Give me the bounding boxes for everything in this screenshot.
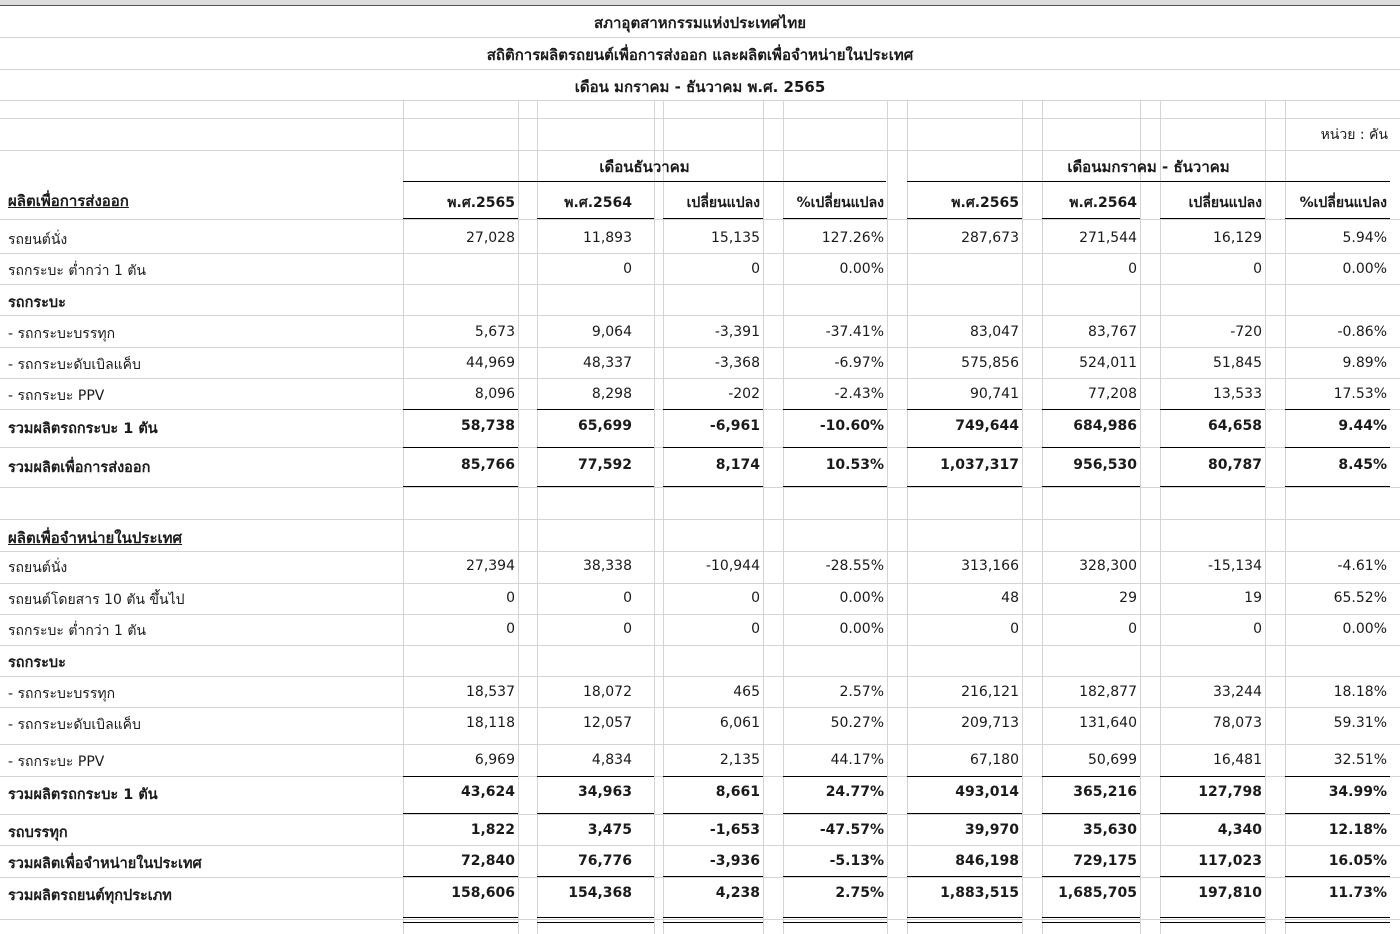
cell-border [537, 776, 654, 777]
table-cell: -6.97% [834, 355, 884, 371]
column-header: พ.ศ.2565 [951, 195, 1019, 211]
table-cell: 18,072 [583, 684, 632, 700]
table-cell: 956,530 [1073, 457, 1137, 473]
table-cell: 13,533 [1213, 386, 1262, 402]
table-cell: 197,810 [1198, 885, 1262, 901]
table-cell: 18,118 [466, 715, 515, 731]
cell-border [537, 447, 654, 448]
cell-border [537, 876, 654, 877]
cell-border [907, 447, 1022, 448]
table-cell: 0 [1253, 261, 1262, 277]
table-cell: -2.43% [834, 386, 884, 402]
cell-border [907, 486, 1022, 487]
cell-border [907, 776, 1022, 777]
cell-border [537, 813, 654, 814]
cell-border [1285, 876, 1390, 877]
column-header: พ.ศ.2565 [447, 195, 515, 211]
cell-border [783, 813, 887, 814]
table-cell: -15,134 [1207, 558, 1262, 574]
table-cell: 158,606 [451, 885, 515, 901]
table-cell: 131,640 [1079, 715, 1137, 731]
table-cell: -37.41% [825, 324, 884, 340]
table-cell: -202 [728, 386, 760, 402]
table-cell: 10.53% [825, 457, 884, 473]
cell-border [1042, 218, 1140, 219]
section-title-export: ผลิตเพื่อการส่งออก [8, 192, 129, 210]
group-header-ytd: เดือนมกราคม - ธันวาคม [1067, 158, 1230, 176]
table-row [0, 878, 1400, 909]
table-cell: 0 [751, 261, 760, 277]
cell-border [403, 218, 518, 219]
table-cell: 17.53% [1333, 386, 1387, 402]
group-header-month: เดือนธันวาคม [599, 158, 690, 176]
table-cell: 0 [623, 621, 632, 637]
table-cell: 9.89% [1342, 355, 1387, 371]
cell-border [907, 218, 1022, 219]
table-cell: 0 [506, 590, 515, 606]
row-gridline [0, 487, 1400, 488]
table-cell: 16.05% [1328, 853, 1387, 869]
table-cell: 50,699 [1088, 752, 1137, 768]
double-border [907, 917, 1022, 923]
cell-border [783, 876, 887, 877]
row-gridline [0, 69, 1400, 70]
table-cell: 0 [623, 590, 632, 606]
cell-border [663, 409, 763, 410]
column-header: %เปลี่ยนแปลง [796, 195, 884, 211]
table-row [0, 708, 1400, 739]
table-cell: 0 [1128, 621, 1137, 637]
table-row [0, 348, 1400, 379]
table-cell: 0.00% [839, 590, 884, 606]
table-cell: 29 [1119, 590, 1137, 606]
table-cell: 67,180 [970, 752, 1019, 768]
table-cell: 48 [1001, 590, 1019, 606]
table-cell: 2.57% [839, 684, 884, 700]
table-cell: 4,238 [715, 885, 760, 901]
row-label: รวมผลิตเพื่อการส่งออก [8, 460, 151, 476]
table-cell: -0.86% [1337, 324, 1387, 340]
double-border [663, 917, 763, 923]
table-cell: 127,798 [1198, 784, 1262, 800]
table-cell: -5.13% [829, 853, 884, 869]
table-cell: 0 [506, 621, 515, 637]
table-cell: 9.44% [1338, 418, 1387, 434]
column-header: เปลี่ยนแปลง [686, 195, 760, 211]
table-cell: -3,936 [709, 853, 760, 869]
double-border [1160, 917, 1265, 923]
table-cell: 51,845 [1213, 355, 1262, 371]
table-cell: 76,776 [577, 853, 632, 869]
cell-border [1042, 876, 1140, 877]
table-row [0, 223, 1400, 254]
row-label: รวมผลิตรถกระบะ 1 ตัน [8, 421, 158, 437]
table-cell: 0 [1010, 621, 1019, 637]
row-label: รถบรรทุก [8, 825, 68, 841]
table-cell: 16,481 [1213, 752, 1262, 768]
table-cell: -3,391 [714, 324, 760, 340]
table-cell: 117,023 [1198, 853, 1262, 869]
table-cell: 0 [1128, 261, 1137, 277]
table-cell: 85,766 [460, 457, 515, 473]
cell-border [403, 776, 518, 777]
table-cell: -6,961 [709, 418, 760, 434]
cell-border [1160, 486, 1265, 487]
table-cell: 19 [1244, 590, 1262, 606]
table-cell: 749,644 [955, 418, 1019, 434]
table-cell: 8,174 [715, 457, 760, 473]
table-row [0, 317, 1400, 348]
unit-label: หน่วย : คัน [1320, 127, 1388, 143]
cell-border [1042, 409, 1140, 410]
cell-border [663, 218, 763, 219]
cell-border [783, 776, 887, 777]
cell-border [403, 813, 518, 814]
table-cell: 365,216 [1073, 784, 1137, 800]
row-gridline [0, 118, 1400, 119]
table-cell: 59.31% [1333, 715, 1387, 731]
org-title: สภาอุตสาหกรรมแห่งประเทศไทย [593, 14, 807, 32]
table-cell: 5,673 [474, 324, 515, 340]
table-row [0, 645, 1400, 676]
table-cell: 287,673 [961, 230, 1019, 246]
cell-border [1285, 776, 1390, 777]
table-cell: 154,368 [568, 885, 632, 901]
double-border [403, 917, 518, 923]
table-cell: 328,300 [1079, 558, 1137, 574]
table-cell: 90,741 [970, 386, 1019, 402]
table-cell: 12,057 [583, 715, 632, 731]
cell-border [1042, 813, 1140, 814]
cell-border [1285, 218, 1390, 219]
row-gridline [0, 150, 1400, 151]
table-cell: 83,767 [1088, 324, 1137, 340]
table-cell: 0 [1253, 621, 1262, 637]
table-cell: 11.73% [1328, 885, 1387, 901]
row-label: - รถกระบะดับเบิลแค็บ [8, 357, 141, 373]
cell-border [1160, 876, 1265, 877]
table-cell: 0 [751, 621, 760, 637]
cell-border [907, 876, 1022, 877]
table-cell: 9,064 [591, 324, 632, 340]
table-row [0, 583, 1400, 614]
cell-border [663, 776, 763, 777]
row-label: - รถกระบะ PPV [8, 388, 105, 404]
table-cell: 39,970 [964, 822, 1019, 838]
table-cell: 0 [751, 590, 760, 606]
table-row [0, 551, 1400, 582]
row-label: - รถกระบะบรรทุก [8, 326, 116, 342]
table-cell: 27,028 [466, 230, 515, 246]
table-cell: 80,787 [1207, 457, 1262, 473]
table-cell: 0.00% [1342, 621, 1387, 637]
table-cell: 43,624 [460, 784, 515, 800]
row-label: รถยนต์โดยสาร 10 ตัน ขึ้นไป [8, 592, 185, 608]
table-cell: 684,986 [1073, 418, 1137, 434]
table-cell: 24.77% [825, 784, 884, 800]
table-cell: 65.52% [1333, 590, 1387, 606]
table-cell: 8,298 [591, 386, 632, 402]
table-cell: 493,014 [955, 784, 1019, 800]
table-cell: -720 [1230, 324, 1262, 340]
table-cell: 8,661 [715, 784, 760, 800]
table-cell: 1,883,515 [940, 885, 1019, 901]
double-border [537, 917, 654, 923]
cell-border [907, 409, 1022, 410]
table-cell: 846,198 [955, 853, 1019, 869]
table-cell: 33,244 [1213, 684, 1262, 700]
table-row [0, 815, 1400, 846]
cell-border [403, 447, 518, 448]
table-cell: 127.26% [821, 230, 884, 246]
cell-border [1285, 447, 1390, 448]
table-cell: 72,840 [460, 853, 515, 869]
table-cell: 1,822 [470, 822, 515, 838]
cell-border [663, 876, 763, 877]
row-label: รถกระบะ [8, 295, 66, 311]
table-cell: 8,096 [474, 386, 515, 402]
row-gridline [0, 37, 1400, 38]
table-cell: 5.94% [1342, 230, 1387, 246]
table-cell: 64,658 [1207, 418, 1262, 434]
table-cell: -10,944 [705, 558, 760, 574]
table-cell: 0.00% [839, 261, 884, 277]
table-row [0, 450, 1400, 481]
cell-border [907, 813, 1022, 814]
cell-border [537, 218, 654, 219]
table-cell: 216,121 [961, 684, 1019, 700]
row-gridline [0, 100, 1400, 101]
cell-border [1042, 486, 1140, 487]
table-cell: 34,963 [577, 784, 632, 800]
table-cell: 4,340 [1217, 822, 1262, 838]
cell-border [1285, 409, 1390, 410]
table-cell: 12.18% [1328, 822, 1387, 838]
table-cell: -10.60% [819, 418, 884, 434]
table-cell: 1,685,705 [1058, 885, 1137, 901]
table-cell: -4.61% [1337, 558, 1387, 574]
table-cell: 77,208 [1088, 386, 1137, 402]
table-cell: 2,135 [719, 752, 760, 768]
table-cell: 729,175 [1073, 853, 1137, 869]
table-cell: 35,630 [1082, 822, 1137, 838]
table-cell: 465 [733, 684, 760, 700]
table-row [0, 614, 1400, 645]
table-cell: 0.00% [839, 621, 884, 637]
table-cell: 18.18% [1333, 684, 1387, 700]
table-cell: 50.27% [830, 715, 884, 731]
cell-border [537, 409, 654, 410]
row-label: - รถกระบะบรรทุก [8, 686, 116, 702]
table-cell: 575,856 [961, 355, 1019, 371]
table-cell: 209,713 [961, 715, 1019, 731]
table-cell: 271,544 [1079, 230, 1137, 246]
table-cell: 4,834 [591, 752, 632, 768]
table-cell: 34.99% [1328, 784, 1387, 800]
table-cell: 48,337 [583, 355, 632, 371]
row-gridline [0, 219, 1400, 220]
cell-border [783, 486, 887, 487]
table-cell: 313,166 [961, 558, 1019, 574]
table-cell: 0.00% [1342, 261, 1387, 277]
cell-border [1285, 813, 1390, 814]
table-cell: 2.75% [835, 885, 884, 901]
cell-border [1160, 218, 1265, 219]
column-header: พ.ศ.2564 [1069, 195, 1137, 211]
cell-border [1285, 486, 1390, 487]
cell-border [403, 486, 518, 487]
cell-border [1160, 447, 1265, 448]
column-header: พ.ศ.2564 [564, 195, 632, 211]
table-row [0, 285, 1400, 316]
cell-border [663, 813, 763, 814]
row-label: - รถกระบะ PPV [8, 754, 105, 770]
table-cell: 77,592 [577, 457, 632, 473]
table-cell: 65,699 [577, 418, 632, 434]
column-header: %เปลี่ยนแปลง [1299, 195, 1387, 211]
table-cell: 78,073 [1213, 715, 1262, 731]
report-title: สถิติการผลิตรถยนต์เพื่อการส่งออก และผลิตเพื่อจำหน่ายในประเทศ [486, 46, 914, 64]
cell-border [403, 876, 518, 877]
row-gridline [0, 519, 1400, 520]
table-row [0, 745, 1400, 776]
table-cell: 8.45% [1338, 457, 1387, 473]
table-row [0, 846, 1400, 877]
cell-border [1042, 776, 1140, 777]
table-cell: 1,037,317 [940, 457, 1019, 473]
row-label: รวมผลิตรถกระบะ 1 ตัน [8, 787, 158, 803]
table-cell: 44.17% [830, 752, 884, 768]
table-cell: -1,653 [709, 822, 760, 838]
cell-border [537, 486, 654, 487]
column-header: เปลี่ยนแปลง [1188, 195, 1262, 211]
cell-border [783, 218, 887, 219]
table-cell: 11,893 [583, 230, 632, 246]
double-border [783, 917, 887, 923]
cell-border [1160, 813, 1265, 814]
cell-border [783, 447, 887, 448]
row-label: รถกระบะ ต่ำกว่า 1 ตัน [8, 623, 146, 639]
row-label: รถกระบะ ต่ำกว่า 1 ตัน [8, 263, 146, 279]
table-row [0, 677, 1400, 708]
row-label: รวมผลิตเพื่อจำหน่ายในประเทศ [8, 856, 202, 872]
cell-border [663, 447, 763, 448]
report-period: เดือน มกราคม - ธันวาคม พ.ศ. 2565 [574, 78, 826, 96]
table-cell: 32.51% [1333, 752, 1387, 768]
table-cell: 6,969 [474, 752, 515, 768]
row-label: รถกระบะ [8, 655, 66, 671]
cell-border [1160, 409, 1265, 410]
table-cell: 83,047 [970, 324, 1019, 340]
table-cell: -47.57% [819, 822, 884, 838]
table-cell: 18,537 [466, 684, 515, 700]
cell-border [403, 409, 518, 410]
column-header-strip [0, 0, 1400, 6]
table-cell: 182,877 [1079, 684, 1137, 700]
table-row [0, 254, 1400, 285]
table-cell: 58,738 [460, 418, 515, 434]
cell-border [663, 486, 763, 487]
table-cell: 27,394 [466, 558, 515, 574]
table-row [0, 411, 1400, 442]
table-cell: 15,135 [711, 230, 760, 246]
cell-border [1042, 447, 1140, 448]
group-underline-month [403, 181, 886, 182]
table-row [0, 777, 1400, 808]
table-row [0, 379, 1400, 410]
row-label: รถยนต์นั่ง [8, 232, 68, 248]
cell-border [783, 409, 887, 410]
table-cell: -3,368 [714, 355, 760, 371]
cell-border [1160, 776, 1265, 777]
row-label: รวมผลิตรถยนต์ทุกประเภท [8, 888, 172, 904]
group-underline-ytd [907, 181, 1390, 182]
table-cell: 0 [623, 261, 632, 277]
section-title-domestic: ผลิตเพื่อจำหน่ายในประเทศ [8, 529, 183, 547]
table-cell: -28.55% [825, 558, 884, 574]
double-border [1285, 917, 1390, 923]
table-cell: 6,061 [719, 715, 760, 731]
table-cell: 44,969 [466, 355, 515, 371]
row-label: - รถกระบะดับเบิลแค็บ [8, 717, 141, 733]
table-cell: 3,475 [587, 822, 632, 838]
table-cell: 16,129 [1213, 230, 1262, 246]
row-label: รถยนต์นั่ง [8, 560, 68, 576]
table-cell: 38,338 [583, 558, 632, 574]
double-border [1042, 917, 1140, 923]
table-cell: 524,011 [1079, 355, 1137, 371]
